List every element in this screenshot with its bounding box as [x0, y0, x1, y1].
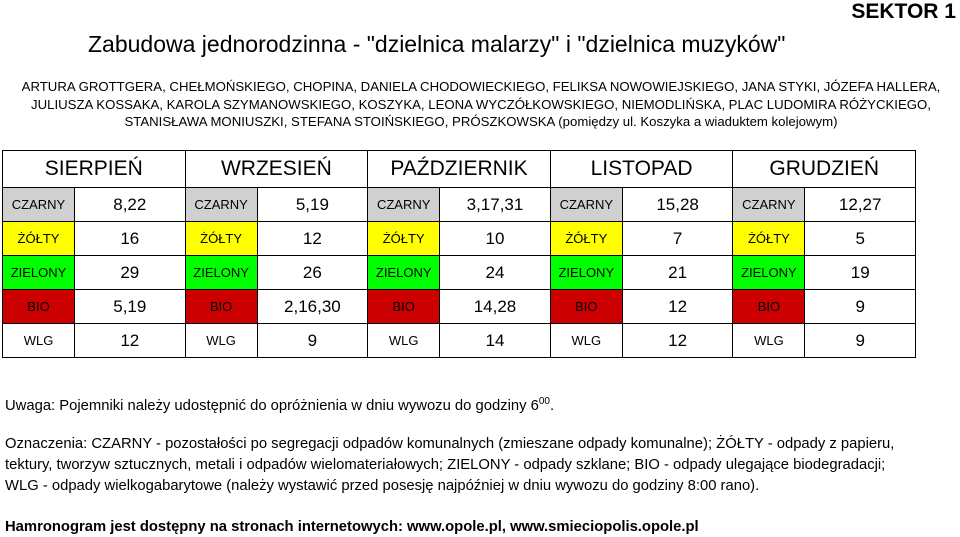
page-title: Zabudowa jednorodzinna - "dzielnica malarzy" i "dzielnica muzyków": [88, 31, 786, 57]
table-row-zielony: [3, 256, 916, 290]
pickup-days: 9: [805, 324, 916, 358]
pickup-days: 14,28: [440, 290, 551, 324]
pickup-note-minutes: 00: [538, 396, 550, 407]
waste-type-label: BIO: [368, 290, 440, 324]
waste-type-label: BIO: [3, 290, 75, 324]
pickup-days: 12,27: [805, 188, 916, 222]
table-row-czarny: [3, 188, 916, 222]
waste-type-label: CZARNY: [368, 188, 440, 222]
pickup-days: 29: [75, 256, 186, 290]
table-row-wlg: [3, 324, 916, 358]
pickup-days: 19: [805, 256, 916, 290]
pickup-days: 5,19: [257, 188, 368, 222]
pickup-days: 7: [622, 222, 733, 256]
street-list: ARTURA GROTTGERA, CHEŁMOŃSKIEGO, CHOPINA, DANIELA CHODOWIECKIEGO, FELIKSA NOWOWIEJSKIEGO, JANA STYKI, JÓZEFA HALLERA, JULIUSZA KOSSAKA, KAROLA SZYMANOWSKIEGO, KOSZYKA, LEONA WYCZÓŁKOWSKIEGO, NIEMODLIŃSKA, PLAC LUDOMIRA RÓŻYCKIEGO, STANISŁAWA MONIUSZKI, STEFANA STOIŃSKIEGO, PRÓSZKOWSKA (pomiędzy ul. Koszyka a wiaduktem kolejowym): [21, 79, 941, 129]
waste-type-label: CZARNY: [733, 188, 805, 222]
waste-type-label: CZARNY: [185, 188, 257, 222]
waste-type-label: ZIELONY: [185, 256, 257, 290]
waste-type-label: CZARNY: [3, 188, 75, 222]
waste-type-label: WLG: [550, 324, 622, 358]
pickup-days: 9: [257, 324, 368, 358]
pickup-days: 16: [75, 222, 186, 256]
sector-label: SEKTOR 1: [851, 0, 956, 23]
legend-text: Oznaczenia: CZARNY - pozostałości po segregacji odpadów komunalnych (zmieszane odpady komunalne); ŻÓŁTY - odpady z papieru, tektury, tworzyw sztucznych, metali i odpadów wielomateriałowych; ZIELONY - odpady szklane; BIO - odpady ulegające biodegradacji; WLG - odpady wielkogabarytowe (należy wystawić przed posesję najpóźniej w dniu wywozu do godziny 8:00 rano).: [5, 436, 895, 494]
pickup-days: 8,22: [75, 188, 186, 222]
waste-type-label: BIO: [550, 290, 622, 324]
pickup-days: 12: [622, 290, 733, 324]
pickup-days: 3,17,31: [440, 188, 551, 222]
pickup-days: 26: [257, 256, 368, 290]
waste-type-label: ŻÓŁTY: [185, 222, 257, 256]
pickup-days: 21: [622, 256, 733, 290]
waste-type-label: WLG: [3, 324, 75, 358]
waste-type-label: ŻÓŁTY: [368, 222, 440, 256]
waste-type-label: WLG: [368, 324, 440, 358]
footer-links: Hamronogram jest dostępny na stronach internetowych: www.opole.pl, www.smieciopolis.opole.pl: [5, 519, 699, 535]
pickup-days: 5,19: [75, 290, 186, 324]
pickup-days: 10: [440, 222, 551, 256]
pickup-note: [5, 396, 554, 414]
waste-type-label: WLG: [733, 324, 805, 358]
waste-type-label: ZIELONY: [368, 256, 440, 290]
pickup-days: 9: [805, 290, 916, 324]
waste-type-label: ZIELONY: [733, 256, 805, 290]
pickup-days: 14: [440, 324, 551, 358]
months-header-row: [3, 151, 916, 188]
month-header: WRZESIEŃ: [185, 151, 368, 188]
pickup-days: 2,16,30: [257, 290, 368, 324]
pickup-days: 12: [75, 324, 186, 358]
month-header: GRUDZIEŃ: [733, 151, 916, 188]
pickup-note-text: Uwaga: Pojemniki należy udostępnić do opróżnienia w dniu wywozu do godziny 6: [5, 397, 539, 414]
table-row-bio: [3, 290, 916, 324]
waste-type-label: ZIELONY: [3, 256, 75, 290]
waste-type-label: CZARNY: [550, 188, 622, 222]
schedule-table: [2, 150, 916, 358]
waste-type-label: BIO: [185, 290, 257, 324]
pickup-days: 15,28: [622, 188, 733, 222]
waste-type-label: BIO: [733, 290, 805, 324]
waste-type-label: WLG: [185, 324, 257, 358]
pickup-note-end: .: [549, 397, 555, 414]
month-header: SIERPIEŃ: [3, 151, 186, 188]
pickup-days: 12: [622, 324, 733, 358]
waste-type-label: ŻÓŁTY: [550, 222, 622, 256]
table-row-zolty: [3, 222, 916, 256]
month-header: PAŹDZIERNIK: [368, 151, 551, 188]
waste-type-label: ŻÓŁTY: [3, 222, 75, 256]
pickup-days: 5: [805, 222, 916, 256]
month-header: LISTOPAD: [550, 151, 733, 188]
waste-type-label: ZIELONY: [550, 256, 622, 290]
pickup-days: 12: [257, 222, 368, 256]
waste-type-label: ŻÓŁTY: [733, 222, 805, 256]
pickup-days: 24: [440, 256, 551, 290]
